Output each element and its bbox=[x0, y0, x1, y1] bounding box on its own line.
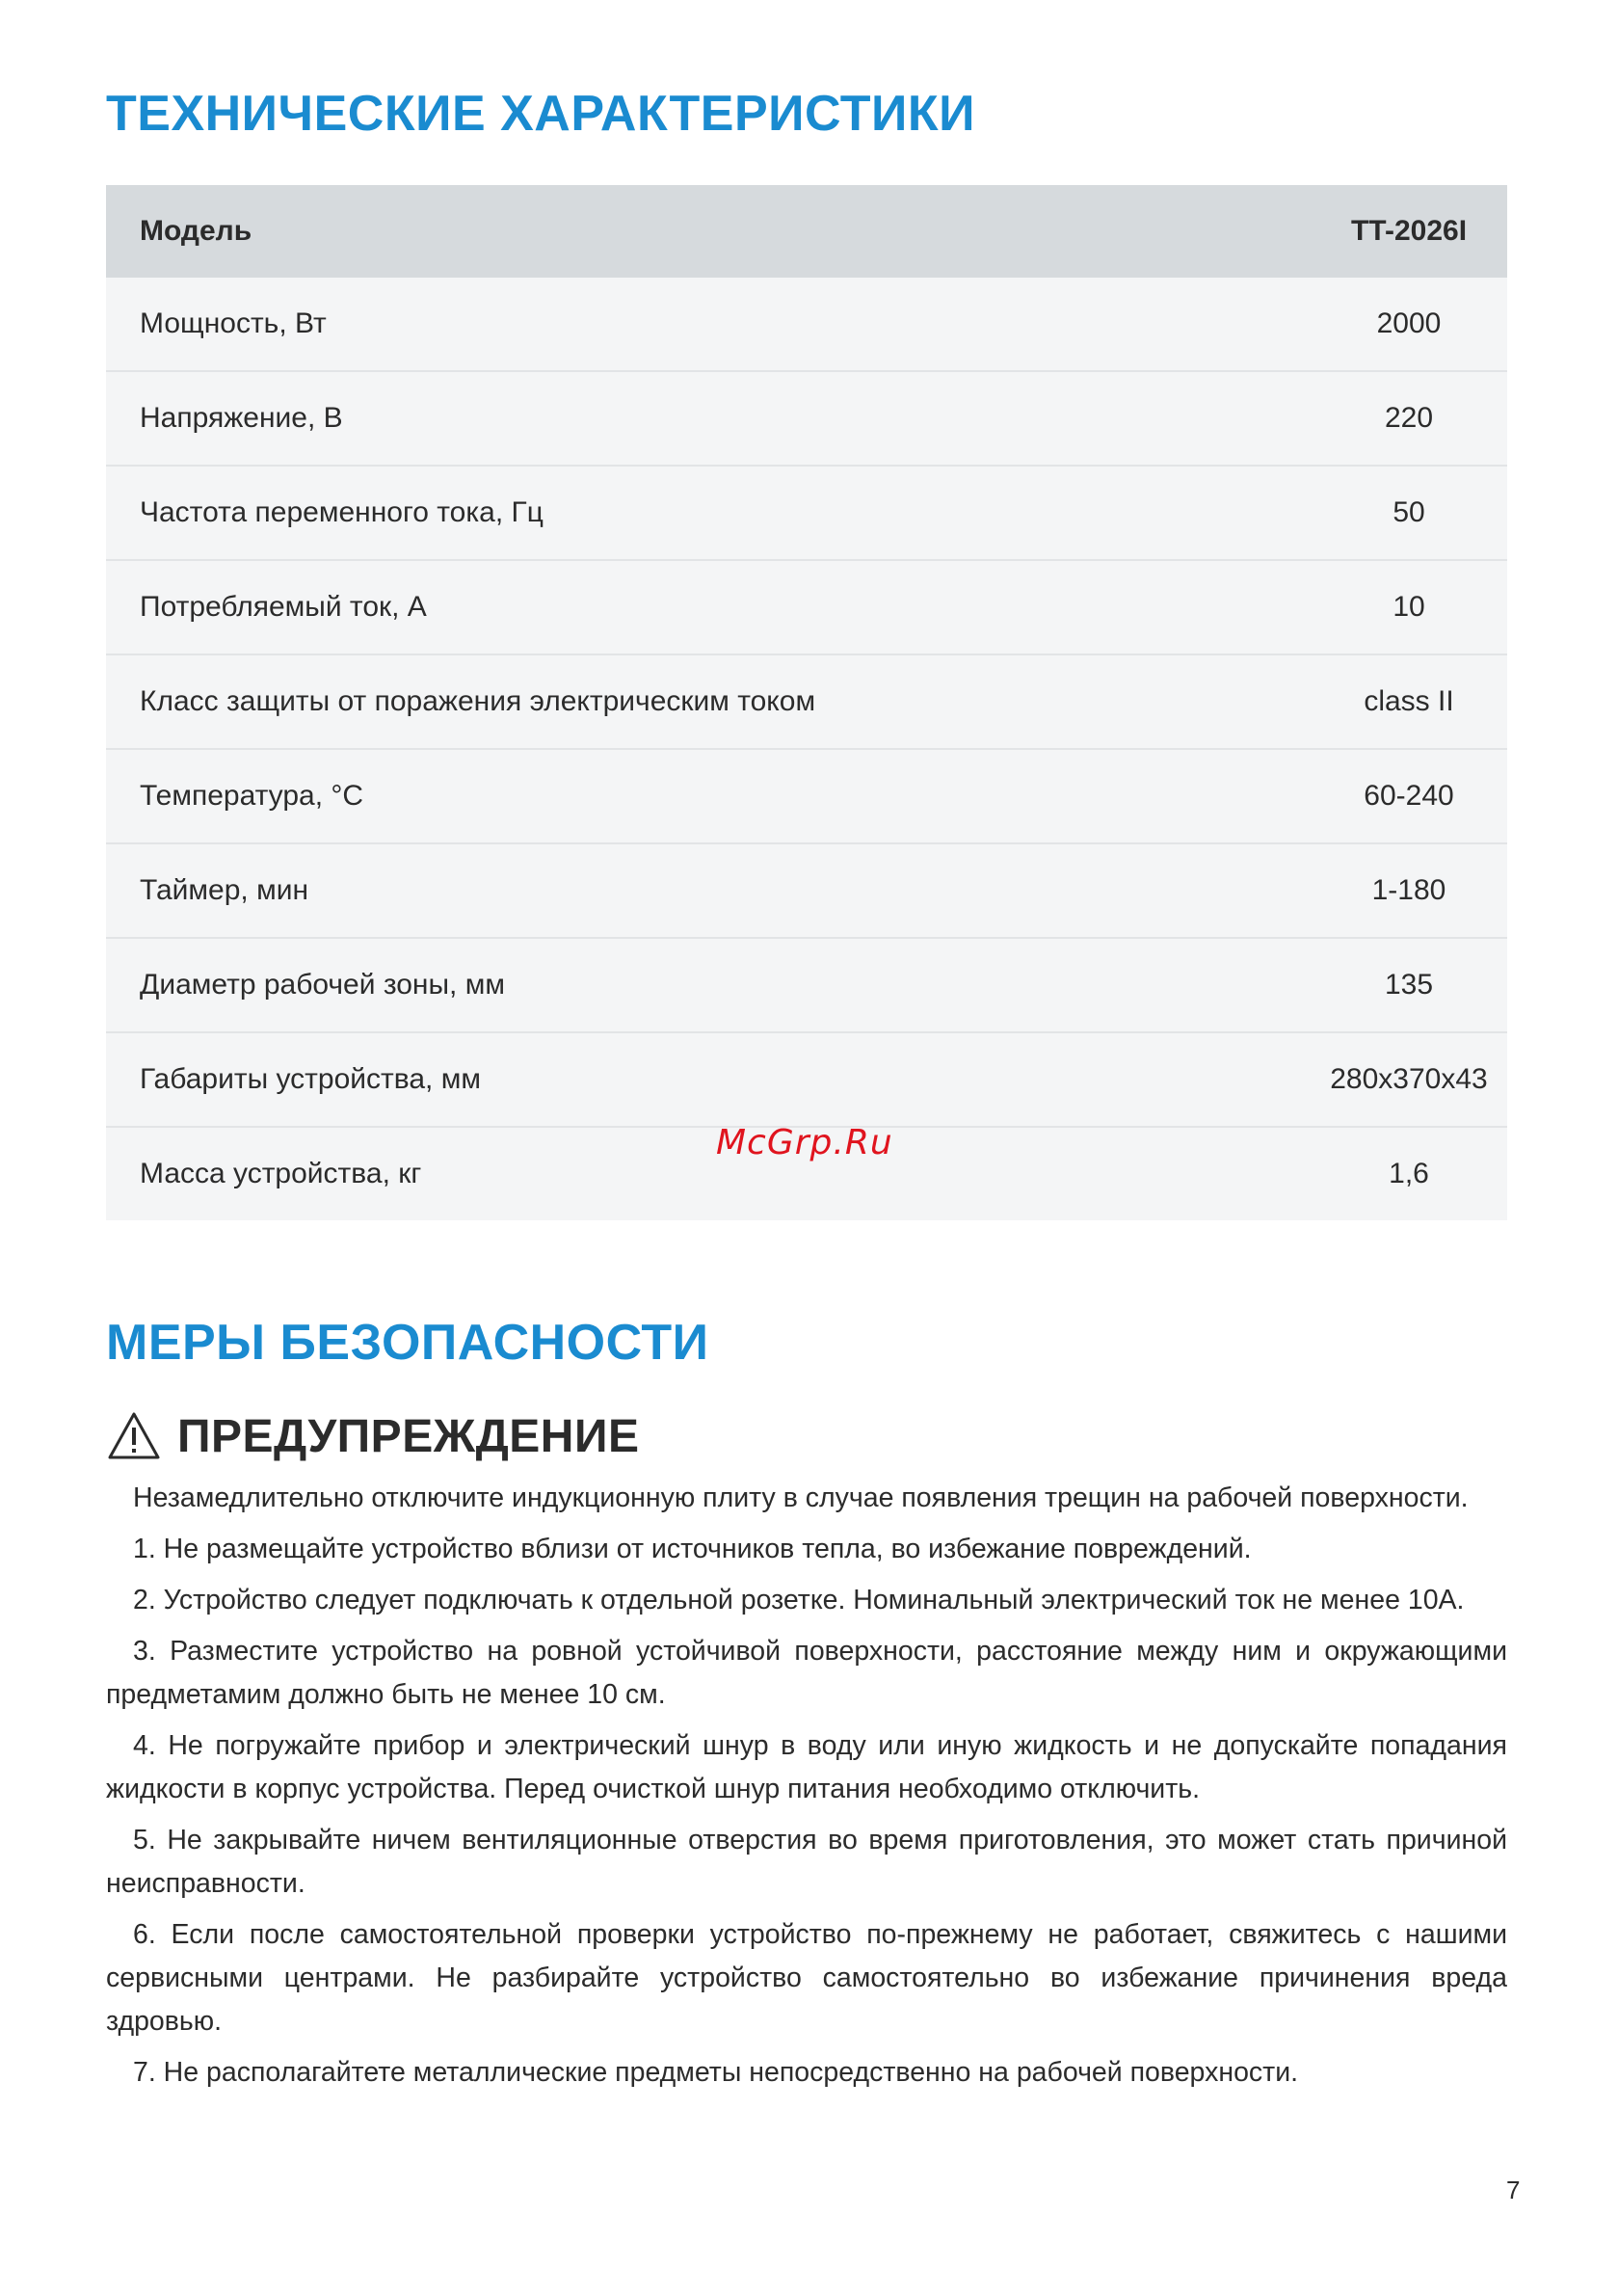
table-row bbox=[106, 466, 1507, 560]
model-label: Модель bbox=[106, 185, 1118, 278]
specs-title: ТЕХНИЧЕСКИЕ ХАРАКТЕРИСТИКИ bbox=[106, 86, 976, 142]
watermark: McGrp.Ru bbox=[716, 1123, 893, 1162]
safety-paragraph: 6. Если после самостоятельной проверки устройство по-прежнему не работает, свяжитесь с нашими сервисными центрами. Не разбирайте устройство самостоятельно во избежание причинения вреда здровью. bbox=[106, 1919, 1507, 2037]
warning-title: ПРЕДУПРЕЖДЕНИЕ bbox=[177, 1410, 640, 1462]
safety-paragraph: 3. Разместите устройство на ровной устойчивой поверхности, расстояние между ним и окружающими предметамим должно быть не менее 10 см. bbox=[106, 1636, 1507, 1710]
spec-label: Класс защиты от поражения электрическим током bbox=[106, 654, 1118, 749]
spec-value: 135 bbox=[1118, 938, 1507, 1032]
model-value: TT-2026I bbox=[1118, 185, 1507, 278]
safety-paragraph: Незамедлительно отключите индукционную плиту в случае появления трещин на рабочей поверхности. bbox=[133, 1482, 1469, 1513]
spec-label: Таймер, мин bbox=[106, 843, 1118, 938]
spec-value: 220 bbox=[1118, 371, 1507, 466]
warning-header bbox=[106, 1402, 639, 1470]
spec-value: 2000 bbox=[1118, 278, 1507, 371]
table-row bbox=[106, 654, 1507, 749]
spec-label: Частота переменного тока, Гц bbox=[106, 466, 1118, 560]
spec-value: 280х370х43 bbox=[1118, 1032, 1507, 1127]
spec-value: 1-180 bbox=[1118, 843, 1507, 938]
table-row bbox=[106, 749, 1507, 843]
warning-triangle-icon bbox=[106, 1410, 162, 1462]
spec-label: Масса устройства, кг bbox=[106, 1127, 1118, 1220]
safety-text bbox=[106, 1477, 1507, 2102]
table-row bbox=[106, 1032, 1507, 1127]
spec-label: Диаметр рабочей зоны, мм bbox=[106, 938, 1118, 1032]
table-row bbox=[106, 560, 1507, 654]
spec-value: 1,6 bbox=[1118, 1127, 1507, 1220]
page-number: 7 bbox=[1506, 2176, 1521, 2204]
specs-table bbox=[106, 185, 1507, 1220]
spec-value: class II bbox=[1118, 654, 1507, 749]
table-row bbox=[106, 843, 1507, 938]
spec-label: Мощность, Вт bbox=[106, 278, 1118, 371]
safety-paragraph: 2. Устройство следует подключать к отдельной розетке. Номинальный электрический ток не менее 10А. bbox=[133, 1585, 1465, 1615]
safety-title: МЕРЫ БЕЗОПАСНОСТИ bbox=[106, 1315, 709, 1371]
table-row bbox=[106, 938, 1507, 1032]
spec-label: Напряжение, В bbox=[106, 371, 1118, 466]
spec-value: 60-240 bbox=[1118, 749, 1507, 843]
spec-label: Температура, °С bbox=[106, 749, 1118, 843]
spec-label: Габариты устройства, мм bbox=[106, 1032, 1118, 1127]
table-row bbox=[106, 278, 1507, 371]
specs-table-header-row bbox=[106, 185, 1507, 278]
spec-label: Потребляемый ток, А bbox=[106, 560, 1118, 654]
safety-paragraph: 1. Не размещайте устройство вблизи от источников тепла, во избежание повреждений. bbox=[133, 1534, 1252, 1564]
safety-paragraph: 7. Не располагайтете металлические предметы непосредственно на рабочей поверхности. bbox=[133, 2057, 1299, 2088]
safety-paragraph: 5. Не закрывайте ничем вентиляционные отверстия во время приготовления, это может стать причиной неисправности. bbox=[106, 1825, 1507, 1899]
spec-value: 50 bbox=[1118, 466, 1507, 560]
spec-value: 10 bbox=[1118, 560, 1507, 654]
table-row bbox=[106, 371, 1507, 466]
safety-paragraph: 4. Не погружайте прибор и электрический шнур в воду или иную жидкость и не допускайте попадания жидкости в корпус устройства. Перед очисткой шнур питания необходимо отключить. bbox=[106, 1730, 1507, 1804]
